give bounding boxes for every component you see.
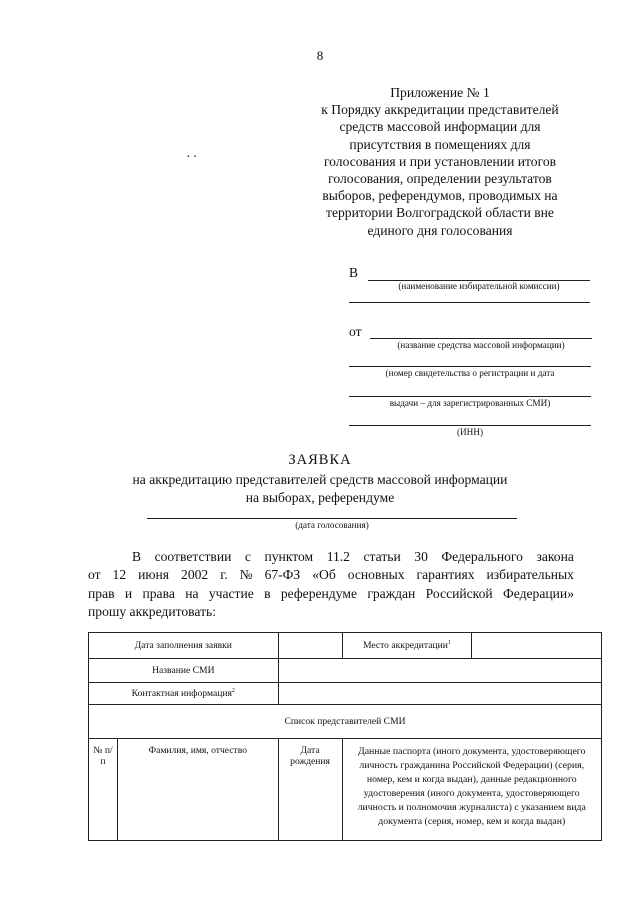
contact-row [89,683,602,705]
from-prefix: от [349,324,362,339]
to-commission-caption: (наименование избирательной комиссии) [398,281,560,291]
certificate-line-2[interactable] [349,396,591,397]
application-form-table [88,632,602,841]
appendix-line: территории Волгоградской области вне [326,205,554,221]
to-commission-field [349,265,591,281]
date-filled-label: Дата заполнения заявки [89,633,279,659]
col-birth-date-header: Дата рождения [278,739,342,841]
appendix-line: к Порядку аккредитации представителей [321,102,559,118]
contact-value[interactable] [278,683,601,705]
from-media-line[interactable] [370,338,592,339]
paragraph-line: прав и права на участие в референдуме граждан Российской Федерации» [88,585,574,601]
appendix-line: голосования, определении результатов [328,171,552,187]
paragraph-line: от 12 июня 2002 г. № 67-ФЗ «Об основных гарантиях избирательных [88,567,574,583]
media-name-row [89,659,602,683]
document-subtitle [0,471,640,506]
appendix-line: единого дня голосования [367,222,513,238]
appendix-line: средств массовой информации для [339,119,541,135]
col-documents-header: Данные паспорта (иного документа, удостоверяющего личность гражданина Российской Федерации) (серия, номер, кем и когда выдан), данные редакционного удостоверения (иного документа, удостоверяющего личность и полномочия журналиста) с указанием вида документа (серия, номер, кем и когда выдан) [342,739,601,841]
page-number: 8 [316,48,324,63]
voting-date-caption: (дата голосования) [295,520,369,530]
certificate-line[interactable] [349,366,591,367]
footnote-marker: 1 [447,639,451,646]
voting-date-line[interactable] [147,518,517,519]
column-header-row [89,739,602,841]
accreditation-place-label: Место аккредитации [362,640,448,652]
inn-line[interactable] [349,425,591,426]
media-name-label: Название СМИ [89,659,279,683]
paragraph-line: прошу аккредитовать: [88,603,217,619]
date-filled-value[interactable] [278,633,342,659]
media-name-value[interactable] [278,659,601,683]
list-heading-row [89,705,602,739]
certificate-caption-1: (номер свидетельства о регистрации и дата [385,368,555,378]
document-title: ЗАЯВКА [288,452,352,468]
appendix-line: Приложение № 1 [390,85,490,100]
appendix-line: присутствия в помещениях для [349,136,531,152]
representatives-list-heading: Список представителей СМИ [89,705,602,739]
certificate-caption-2: выдачи – для зарегистрированных СМИ) [389,398,551,408]
subtitle-line: на выборах, референдуме [245,489,395,505]
appendix-line: выборов, референдумов, проводимых на [322,188,558,204]
subtitle-line: на аккредитацию представителей средств массовой информации [132,472,508,487]
accreditation-place-cell [342,633,472,659]
accreditation-place-value[interactable] [472,633,602,659]
col-full-name-header: Фамилия, имя, отчество [117,739,278,841]
appendix-line: голосования и при установлении итогов [323,153,557,169]
to-commission-line-2[interactable] [349,302,590,303]
paragraph-line: В соответствии с пунктом 11.2 статьи 30 Федерального закона [132,549,574,564]
appendix-header [300,84,580,239]
scan-speck: ·· [186,150,200,165]
from-media-caption: (название средства массовой информации) [397,340,565,350]
col-number-header: № п/п [89,739,118,841]
contact-label: Контактная информация [131,688,232,700]
request-paragraph [88,548,574,621]
to-prefix: В [349,265,359,280]
footnote-marker: 2 [231,687,235,694]
contact-cell [89,683,279,705]
date-place-row [89,633,602,659]
inn-caption: (ИНН) [456,427,484,437]
